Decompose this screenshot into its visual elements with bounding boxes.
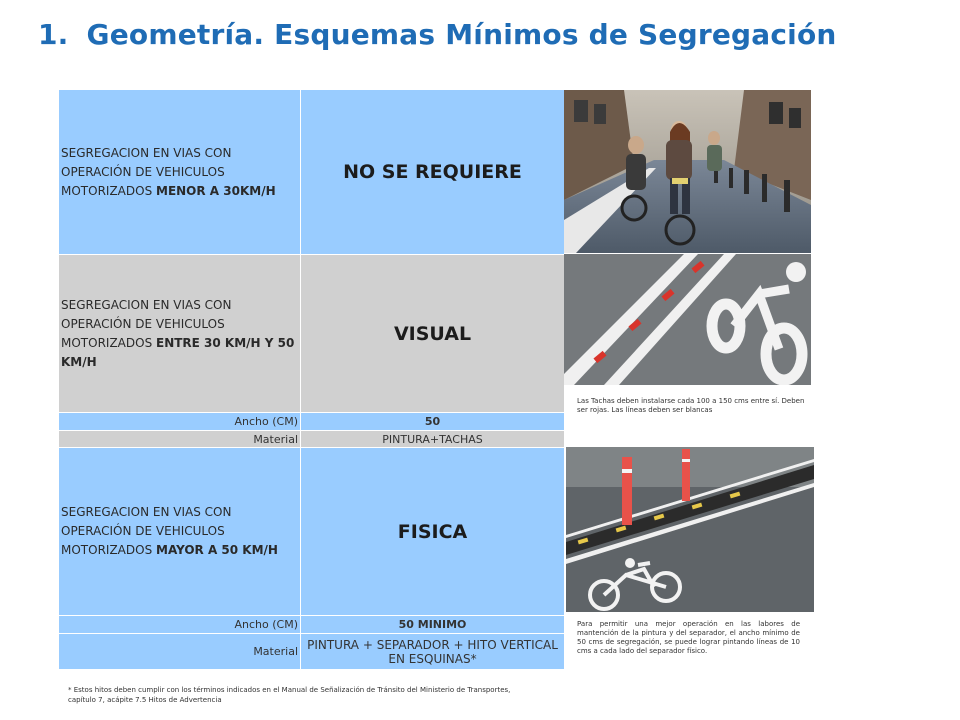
row1-requirement: NO SE REQUIERE [301, 90, 565, 255]
row2-requirement: VISUAL [301, 255, 565, 413]
bike-lane-tachas-photo [564, 254, 811, 385]
caption-fisica: Para permitir una mejor operación en las labores de mantención de la pintura y del separador, el ancho mínimo de 50 cms de segregación, se puede lograr pintando líneas de 10 cms a cada lado del separador físico. [577, 620, 800, 655]
footnote: * Estos hitos deben cumplir con los términos indicados en el Manual de Señalización de Tránsito del Ministerio de Transportes, capítulo 7, acápite 7.5 Hitos de Advertencia [68, 686, 511, 704]
row3-ancho-label: Ancho (CM) [59, 616, 301, 634]
table-row [59, 255, 565, 413]
row2-description: SEGREGACION EN VIAS CON OPERACIÓN DE VEHICULOS MOTORIZADOS ENTRE 30 KM/H Y 50 KM/H [59, 255, 301, 413]
row2-ancho-label: Ancho (CM) [59, 413, 301, 431]
table-row [59, 616, 565, 634]
segregation-table [58, 89, 565, 670]
table-row [59, 413, 565, 431]
row3-requirement: FISICA [301, 448, 565, 616]
caption-visual: Las Tachas deben instalarse cada 100 a 150 cms entre sí. Deben ser rojas. Las líneas deben ser blancas [577, 397, 805, 414]
title-text: Geometría. Esquemas Mínimos de Segregación [86, 18, 837, 51]
row2-ancho-value: 50 [301, 413, 565, 431]
table-row [59, 448, 565, 616]
title-number: 1. [38, 18, 69, 51]
row2-material-label: Material [59, 431, 301, 448]
table-row [59, 90, 565, 255]
row3-material-value: PINTURA + SEPARADOR + HITO VERTICAL EN ESQUINAS* [301, 634, 565, 670]
cyclists-street-photo [564, 90, 811, 253]
row1-description: SEGREGACION EN VIAS CON OPERACIÓN DE VEHICULOS MOTORIZADOS MENOR A 30KM/H [59, 90, 301, 255]
row2-material-value: PINTURA+TACHAS [301, 431, 565, 448]
table-row [59, 634, 565, 670]
bike-lane-bollards-photo [566, 447, 814, 612]
table-row [59, 431, 565, 448]
page-title [38, 18, 837, 51]
row3-description: SEGREGACION EN VIAS CON OPERACIÓN DE VEHICULOS MOTORIZADOS MAYOR A 50 KM/H [59, 448, 301, 616]
row3-material-label: Material [59, 634, 301, 670]
row3-ancho-value: 50 MINIMO [301, 616, 565, 634]
